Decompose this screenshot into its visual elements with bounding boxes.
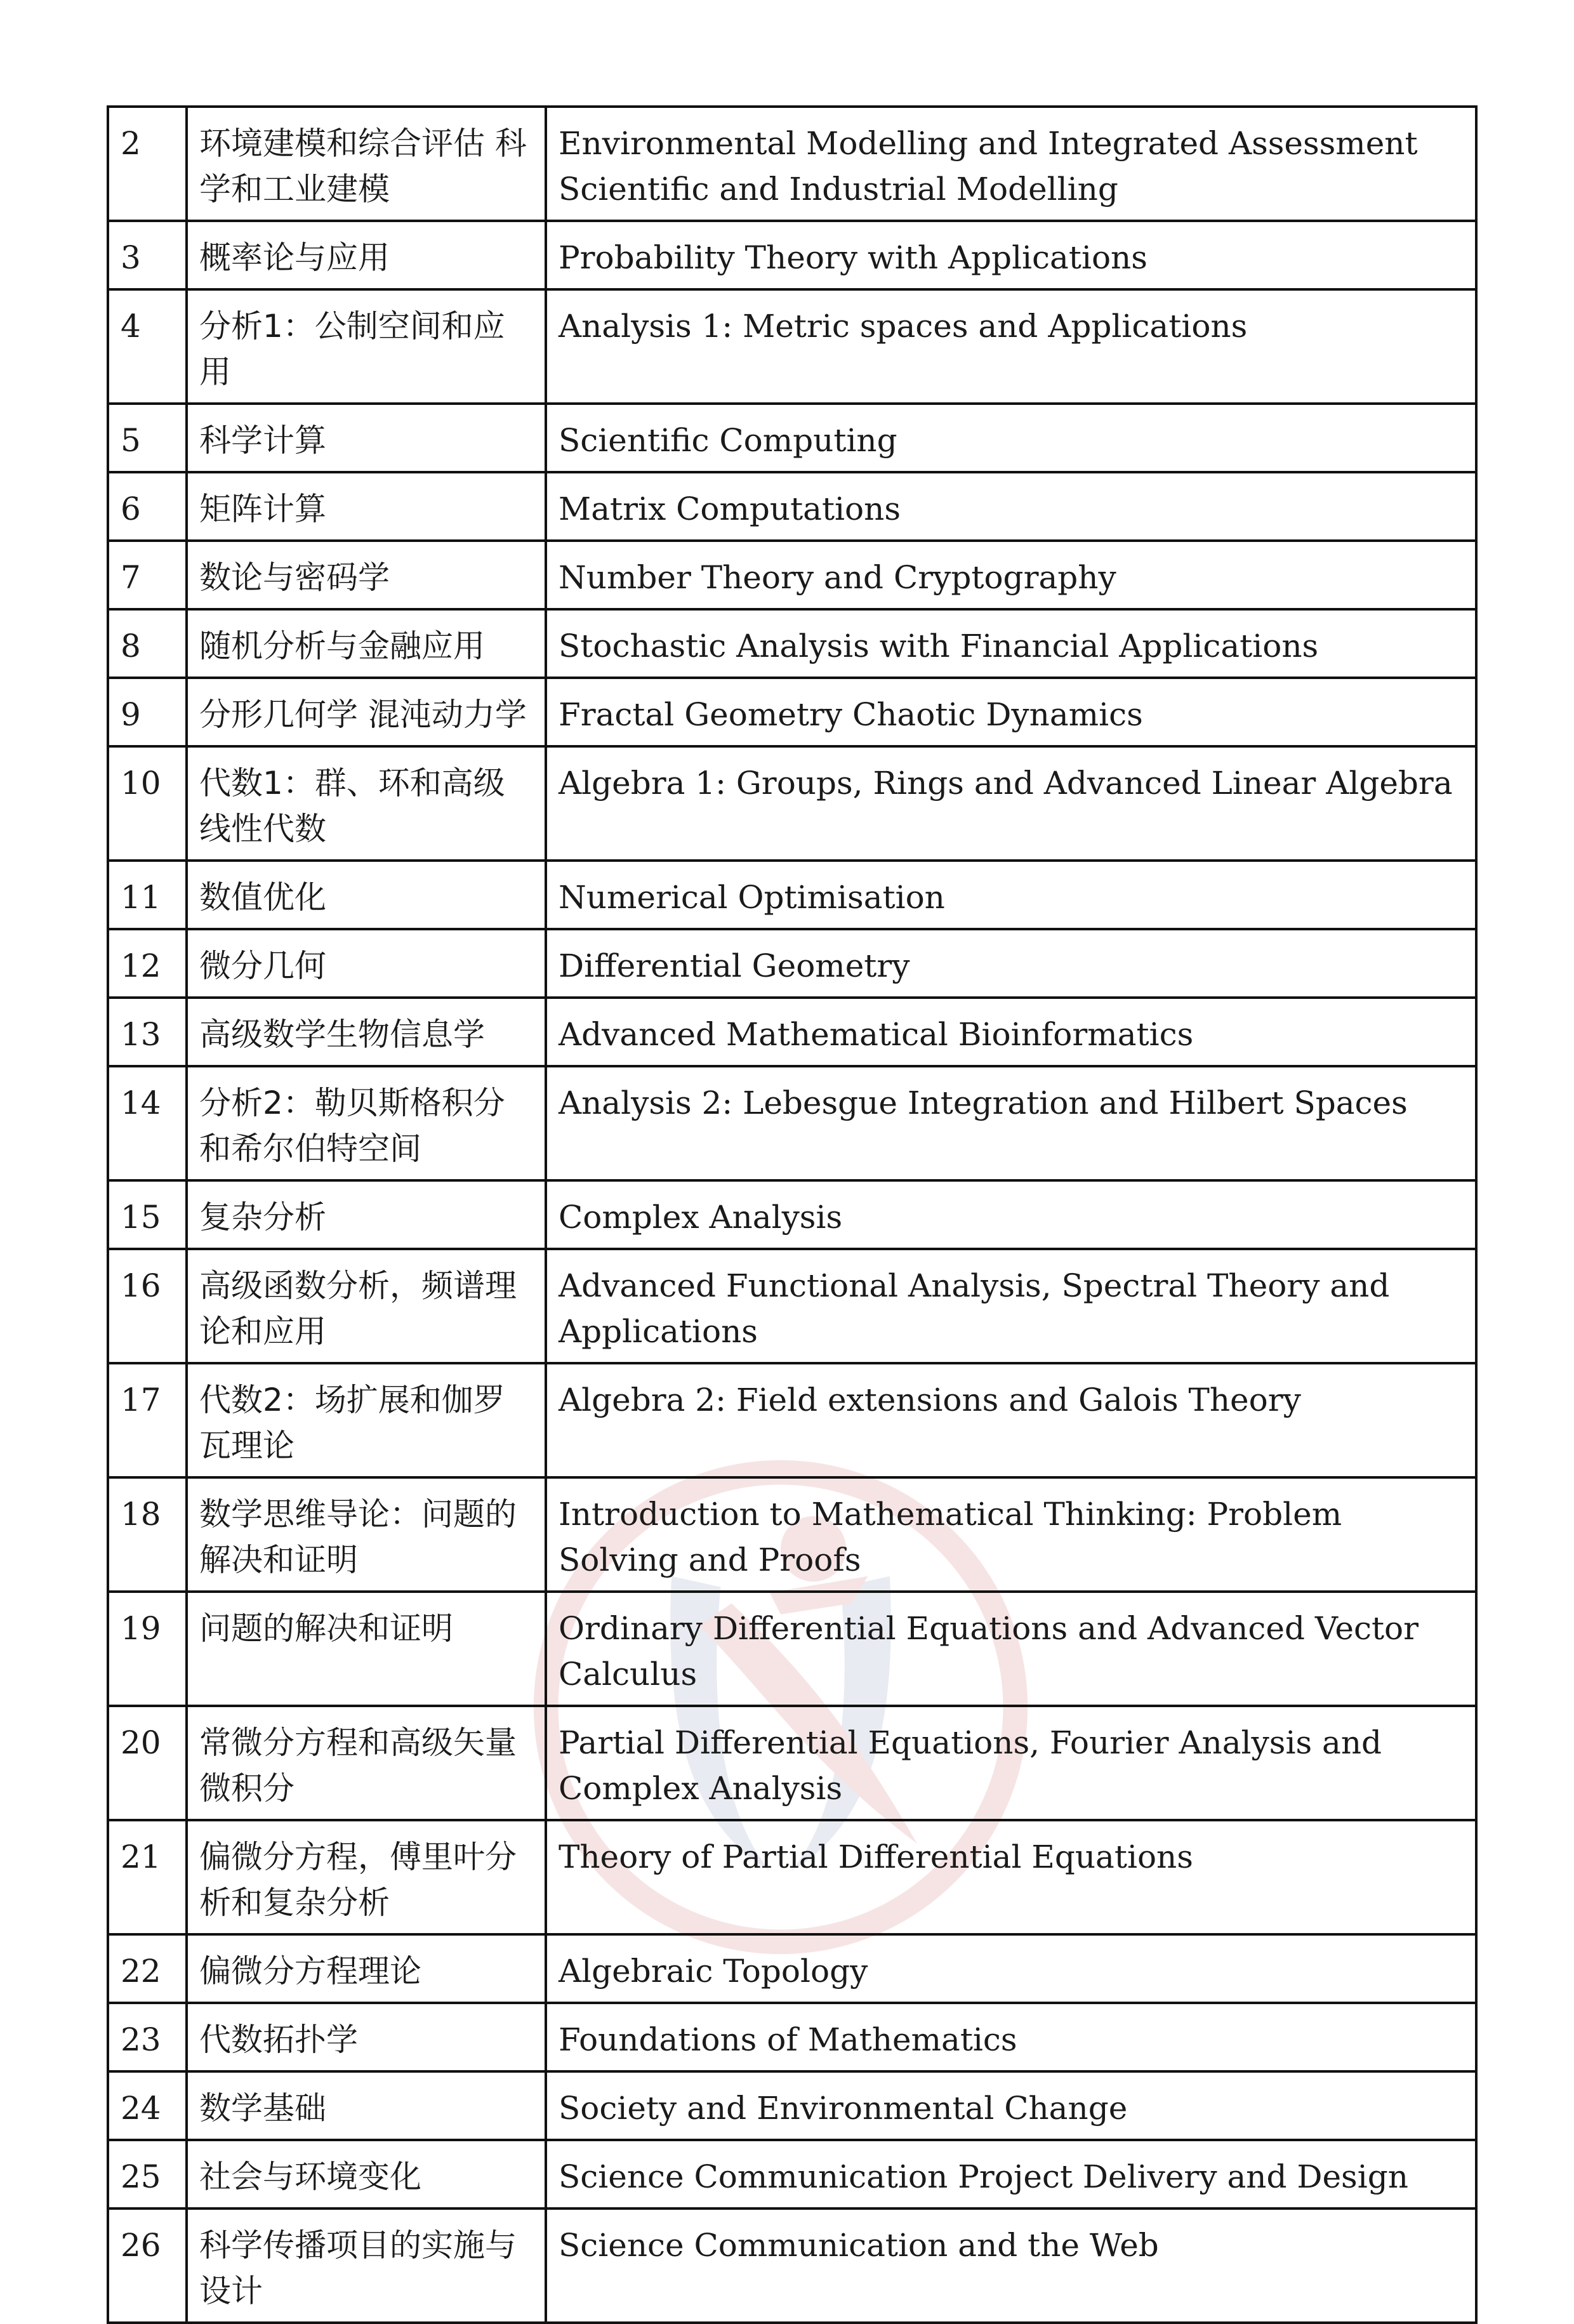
course-name-chinese: 数学思维导论：问题的解决和证明 [187,1477,546,1592]
table-row [108,221,1476,289]
course-name-chinese: 社会与环境变化 [187,2140,546,2208]
course-number: 23 [108,2003,187,2071]
course-number: 20 [108,1706,187,1820]
course-name-chinese: 代数2：场扩展和伽罗瓦理论 [187,1363,546,1477]
course-number: 26 [108,2208,187,2323]
course-number: 6 [108,472,187,541]
course-number: 2 [108,107,187,221]
course-name-english: Algebra 1: Groups, Rings and Advanced Linear Algebra [546,746,1476,861]
table-row [108,746,1476,861]
course-name-chinese: 常微分方程和高级矢量微积分 [187,1706,546,1820]
course-name-chinese: 概率论与应用 [187,221,546,289]
table-row [108,678,1476,746]
table-row [108,1066,1476,1180]
course-name-chinese: 偏微分方程，傅里叶分析和复杂分析 [187,1820,546,1934]
course-name-english: Matrix Computations [546,472,1476,541]
course-name-chinese: 代数拓扑学 [187,2003,546,2071]
course-name-english: Theory of Partial Differential Equations [546,1820,1476,1934]
course-number: 7 [108,541,187,609]
course-name-english: Science Communication Project Delivery and Design [546,2140,1476,2208]
course-number: 13 [108,998,187,1066]
table-row [108,541,1476,609]
table-row [108,1477,1476,1592]
course-number: 3 [108,221,187,289]
table-row [108,1706,1476,1820]
course-name-chinese: 偏微分方程理论 [187,1934,546,2003]
course-name-english: Scientific Computing [546,404,1476,472]
course-name-chinese: 数值优化 [187,861,546,929]
course-number: 19 [108,1592,187,1706]
course-name-english: Algebraic Topology [546,1934,1476,2003]
table-row [108,861,1476,929]
course-number: 11 [108,861,187,929]
course-number: 5 [108,404,187,472]
course-name-english: Complex Analysis [546,1180,1476,1249]
course-name-english: Algebra 2: Field extensions and Galois Theory [546,1363,1476,1477]
course-name-chinese: 代数1：群、环和高级线性代数 [187,746,546,861]
course-name-chinese: 矩阵计算 [187,472,546,541]
course-name-english: Advanced Functional Analysis, Spectral Theory and Applications [546,1249,1476,1363]
course-name-chinese: 数论与密码学 [187,541,546,609]
course-name-english: Numerical Optimisation [546,861,1476,929]
table-row [108,2140,1476,2208]
course-name-english: Ordinary Differential Equations and Advanced Vector Calculus [546,1592,1476,1706]
course-name-english: Differential Geometry [546,929,1476,998]
table-row [108,1592,1476,1706]
course-name-english: Stochastic Analysis with Financial Applications [546,609,1476,678]
course-name-english: Probability Theory with Applications [546,221,1476,289]
table-row [108,1363,1476,1477]
table-row [108,929,1476,998]
table-row [108,609,1476,678]
course-table-body [108,107,1476,2323]
course-table [107,105,1478,2324]
table-row [108,1934,1476,2003]
course-name-english: Number Theory and Cryptography [546,541,1476,609]
course-name-chinese: 科学计算 [187,404,546,472]
course-name-english: Partial Differential Equations, Fourier Analysis and Complex Analysis [546,1706,1476,1820]
table-row [108,2071,1476,2140]
course-name-chinese: 高级数学生物信息学 [187,998,546,1066]
course-name-chinese: 高级函数分析，频谱理论和应用 [187,1249,546,1363]
table-row [108,472,1476,541]
table-row [108,2208,1476,2323]
course-number: 24 [108,2071,187,2140]
course-name-english: Foundations of Mathematics [546,2003,1476,2071]
table-row [108,404,1476,472]
course-name-english: Society and Environmental Change [546,2071,1476,2140]
course-name-chinese: 微分几何 [187,929,546,998]
course-number: 15 [108,1180,187,1249]
course-name-chinese: 分形几何学 混沌动力学 [187,678,546,746]
course-name-english: Analysis 1: Metric spaces and Applications [546,289,1476,404]
table-row [108,289,1476,404]
course-number: 16 [108,1249,187,1363]
table-row [108,998,1476,1066]
course-number: 9 [108,678,187,746]
course-name-chinese: 问题的解决和证明 [187,1592,546,1706]
course-number: 21 [108,1820,187,1934]
table-row [108,2003,1476,2071]
course-name-chinese: 科学传播项目的实施与设计 [187,2208,546,2323]
course-name-chinese: 数学基础 [187,2071,546,2140]
course-name-english: Science Communication and the Web [546,2208,1476,2323]
course-name-english: Fractal Geometry Chaotic Dynamics [546,678,1476,746]
course-number: 22 [108,1934,187,2003]
table-row [108,1249,1476,1363]
course-number: 12 [108,929,187,998]
table-row [108,1820,1476,1934]
course-number: 17 [108,1363,187,1477]
table-row [108,1180,1476,1249]
course-name-english: Advanced Mathematical Bioinformatics [546,998,1476,1066]
course-number: 8 [108,609,187,678]
course-name-english: Introduction to Mathematical Thinking: Problem Solving and Proofs [546,1477,1476,1592]
course-number: 10 [108,746,187,861]
course-number: 25 [108,2140,187,2208]
course-name-chinese: 随机分析与金融应用 [187,609,546,678]
course-number: 4 [108,289,187,404]
course-number: 14 [108,1066,187,1180]
course-name-chinese: 环境建模和综合评估 科学和工业建模 [187,107,546,221]
course-name-chinese: 分析1：公制空间和应用 [187,289,546,404]
course-name-chinese: 分析2：勒贝斯格积分和希尔伯特空间 [187,1066,546,1180]
table-row [108,107,1476,221]
course-name-english: Analysis 2: Lebesgue Integration and Hilbert Spaces [546,1066,1476,1180]
course-name-english: Environmental Modelling and Integrated Assessment Scientific and Industrial Modelling [546,107,1476,221]
course-number: 18 [108,1477,187,1592]
course-name-chinese: 复杂分析 [187,1180,546,1249]
